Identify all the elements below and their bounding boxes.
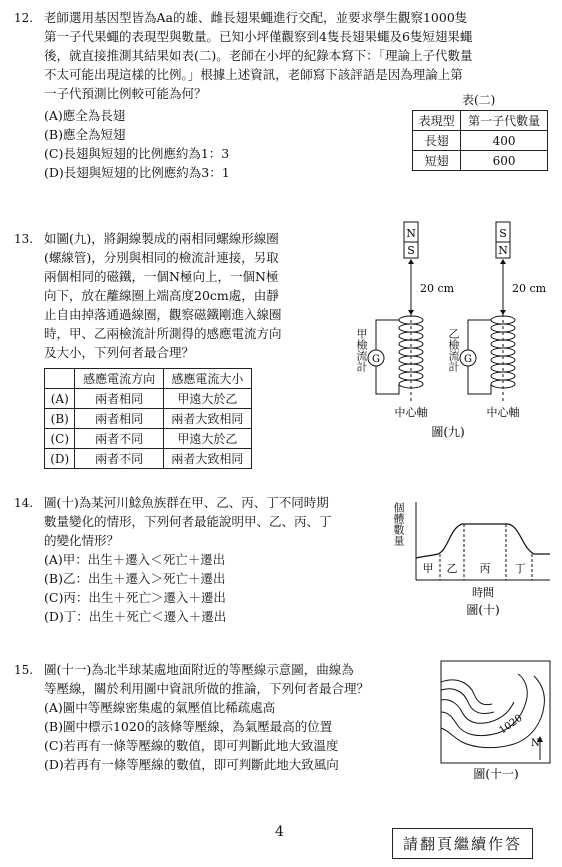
- option-d: (D)若再有一條等壓線的數值，即可判斷此地大致風向: [44, 757, 339, 772]
- arrow-head: [500, 259, 506, 264]
- meter-label: 甲檢流計: [355, 328, 368, 372]
- stem-line: 後，就直接推測其結果如表(二)。老師在小坪的紀錄本寫下：「理論上子代數量: [44, 48, 473, 63]
- meter-symbol: G: [464, 354, 472, 365]
- table-cell: 兩者大致相同: [163, 449, 251, 469]
- wire: [376, 366, 399, 394]
- meter-symbol: G: [372, 354, 380, 365]
- wire: [468, 366, 491, 394]
- magnet-pole-label: S: [499, 227, 507, 240]
- option-b: (B)應全為短翅: [44, 127, 126, 142]
- table-cell: 兩者相同: [75, 409, 163, 429]
- axis-label: 中心軸: [486, 406, 520, 419]
- meter-label: 乙檢流計: [447, 328, 460, 372]
- option-c: (C)若再有一條等壓線的數值，即可判斷此地大致溫度: [44, 738, 339, 753]
- table-header: 表現型: [413, 111, 461, 131]
- question-number: 13.: [14, 232, 34, 246]
- question-number: 14.: [14, 496, 34, 510]
- table-caption: 表(二): [462, 93, 496, 107]
- period-label: 乙: [446, 562, 458, 575]
- question-15-stem: [44, 660, 369, 698]
- stem-line: 如圖(九)，將銅線製成的兩相同螺線形線圈: [44, 231, 279, 246]
- table-cell: 甲遠大於乙: [163, 429, 251, 449]
- option-c: (C)丙：出生＋死亡＞遷入＋遷出: [44, 590, 226, 605]
- table-header: 感應電流大小: [163, 369, 251, 389]
- figure-caption: 圖(九): [431, 425, 465, 439]
- height-label: 20 cm: [512, 282, 547, 295]
- table-cell: 兩者不同: [75, 449, 163, 469]
- isobar-label: 1020: [497, 712, 525, 737]
- figure-caption: 圖(十): [466, 603, 500, 617]
- table-row: [413, 131, 548, 151]
- table-header: [45, 369, 75, 389]
- option-a: (A)甲：出生＋遷入＜死亡＋遷出: [44, 552, 226, 567]
- question-12-stem: [44, 8, 473, 103]
- question-13-stem: [44, 229, 282, 362]
- table-row: [413, 151, 548, 171]
- stem-line: 老師選用基因型皆為Aa的雄、雌長翅果蠅進行交配，並要求學生觀察1000隻: [44, 10, 468, 25]
- y-axis-label: 個體數量: [392, 502, 405, 546]
- magnet-pole-label: N: [498, 244, 508, 257]
- wire: [468, 320, 491, 350]
- table-cell: 600: [461, 151, 548, 171]
- table-row: [45, 389, 252, 409]
- height-label: 20 cm: [420, 282, 455, 295]
- stem-line: 第一子代果蠅的表現型與數量。已知小坪僅觀察到4隻長翅果蠅及6隻短翅果蠅: [44, 29, 473, 44]
- magnet-pole-label: S: [407, 244, 415, 257]
- stem-line: 兩個相同的磁鐵，一個N極向上，一個N極: [44, 269, 279, 284]
- option-b: (B)乙：出生＋遷入＞死亡＋遷出: [44, 571, 226, 586]
- question-14-stem: [44, 493, 332, 550]
- table-cell: 400: [461, 131, 548, 151]
- page-number: 4: [275, 824, 284, 840]
- population-curve: [416, 524, 550, 558]
- table-cell: 短翅: [413, 151, 461, 171]
- figure-isobars: [440, 660, 552, 786]
- period-label: 甲: [422, 562, 434, 575]
- option-a: (A)應全為長翅: [44, 108, 126, 123]
- north-label: N: [531, 738, 540, 749]
- arrow-head: [408, 259, 414, 264]
- figure-caption: 圖(十一): [473, 767, 519, 781]
- current-options-table: [44, 368, 252, 469]
- period-label: 丁: [514, 562, 526, 575]
- table-header: 感應電流方向: [75, 369, 163, 389]
- stem-line: 向下，放在離線圈上端高度20cm處，由靜: [44, 288, 279, 303]
- question-14-options: [44, 550, 226, 626]
- stem-line: 的變化情形？: [44, 533, 120, 548]
- question-number: 15.: [14, 663, 34, 677]
- table-header: 第一子代數量: [461, 111, 548, 131]
- table-cell: 兩者不同: [75, 429, 163, 449]
- stem-line: 數量變化的情形，下列何者最能說明甲、乙、丙、丁: [44, 514, 332, 529]
- table-row: [45, 409, 252, 429]
- stem-line: 不太可能出現這樣的比例。」根據上述資訊，老師寫下該評語是因為理論上第: [44, 67, 463, 82]
- continue-notice: 請翻頁繼續作答: [392, 828, 533, 859]
- magnet-pole-label: N: [406, 227, 416, 240]
- period-label: 丙: [479, 562, 491, 575]
- table-cell: 兩者相同: [75, 389, 163, 409]
- table-cell: 長翅: [413, 131, 461, 151]
- figure-population: [408, 500, 554, 624]
- stem-line: 圖(十)為某河川鯰魚族群在甲、乙、丙、丁不同時期: [44, 495, 329, 510]
- wire: [376, 320, 399, 350]
- question-15-options: [44, 698, 339, 774]
- table-row: [45, 429, 252, 449]
- stem-line: 等壓線，關於利用圖中資訊所做的推論，下列何者最合理？: [44, 681, 370, 696]
- option-d: (D)長翅與短翅的比例應約為3：1: [44, 165, 230, 180]
- option-a: (A)圖中等壓線密集處的氣壓值比稀疏處高: [44, 700, 276, 715]
- question-number: 12.: [14, 11, 34, 25]
- stem-line: 一子代預測比例較可能為何？: [44, 86, 207, 101]
- option-d: (D)丁：出生＋死亡＜遷入＋遷出: [44, 609, 227, 624]
- stem-line: 及大小，下列何者最合理？: [44, 345, 195, 360]
- stem-line: (螺線管)，分別與相同的檢流計連接，另取: [44, 250, 279, 265]
- question-12-options: [44, 106, 230, 182]
- option-c: (C)長翅與短翅的比例應約為1：3: [44, 146, 230, 161]
- table-cell: 甲遠大於乙: [163, 389, 251, 409]
- option-b: (B)圖中標示1020的該條等壓線，為氣壓最高的位置: [44, 719, 333, 734]
- table-cell: (D): [45, 449, 75, 469]
- table-cell: (C): [45, 429, 75, 449]
- stem-line: 圖(十一)為北半球某處地面附近的等壓線示意圖，曲線為: [44, 662, 354, 677]
- stem-line: 止自由掉落通過線圈，觀察磁鐵剛進入線圈: [44, 307, 282, 322]
- x-axis-label: 時間: [472, 586, 494, 599]
- stem-line: 時，甲、乙兩檢流計所測得的感應電流方向: [44, 326, 282, 341]
- table-cell: (A): [45, 389, 75, 409]
- phenotype-table: [412, 110, 548, 171]
- axis-label: 中心軸: [394, 406, 428, 419]
- table-cell: (B): [45, 409, 75, 429]
- table-row: [45, 449, 252, 469]
- table-cell: 兩者大致相同: [163, 409, 251, 429]
